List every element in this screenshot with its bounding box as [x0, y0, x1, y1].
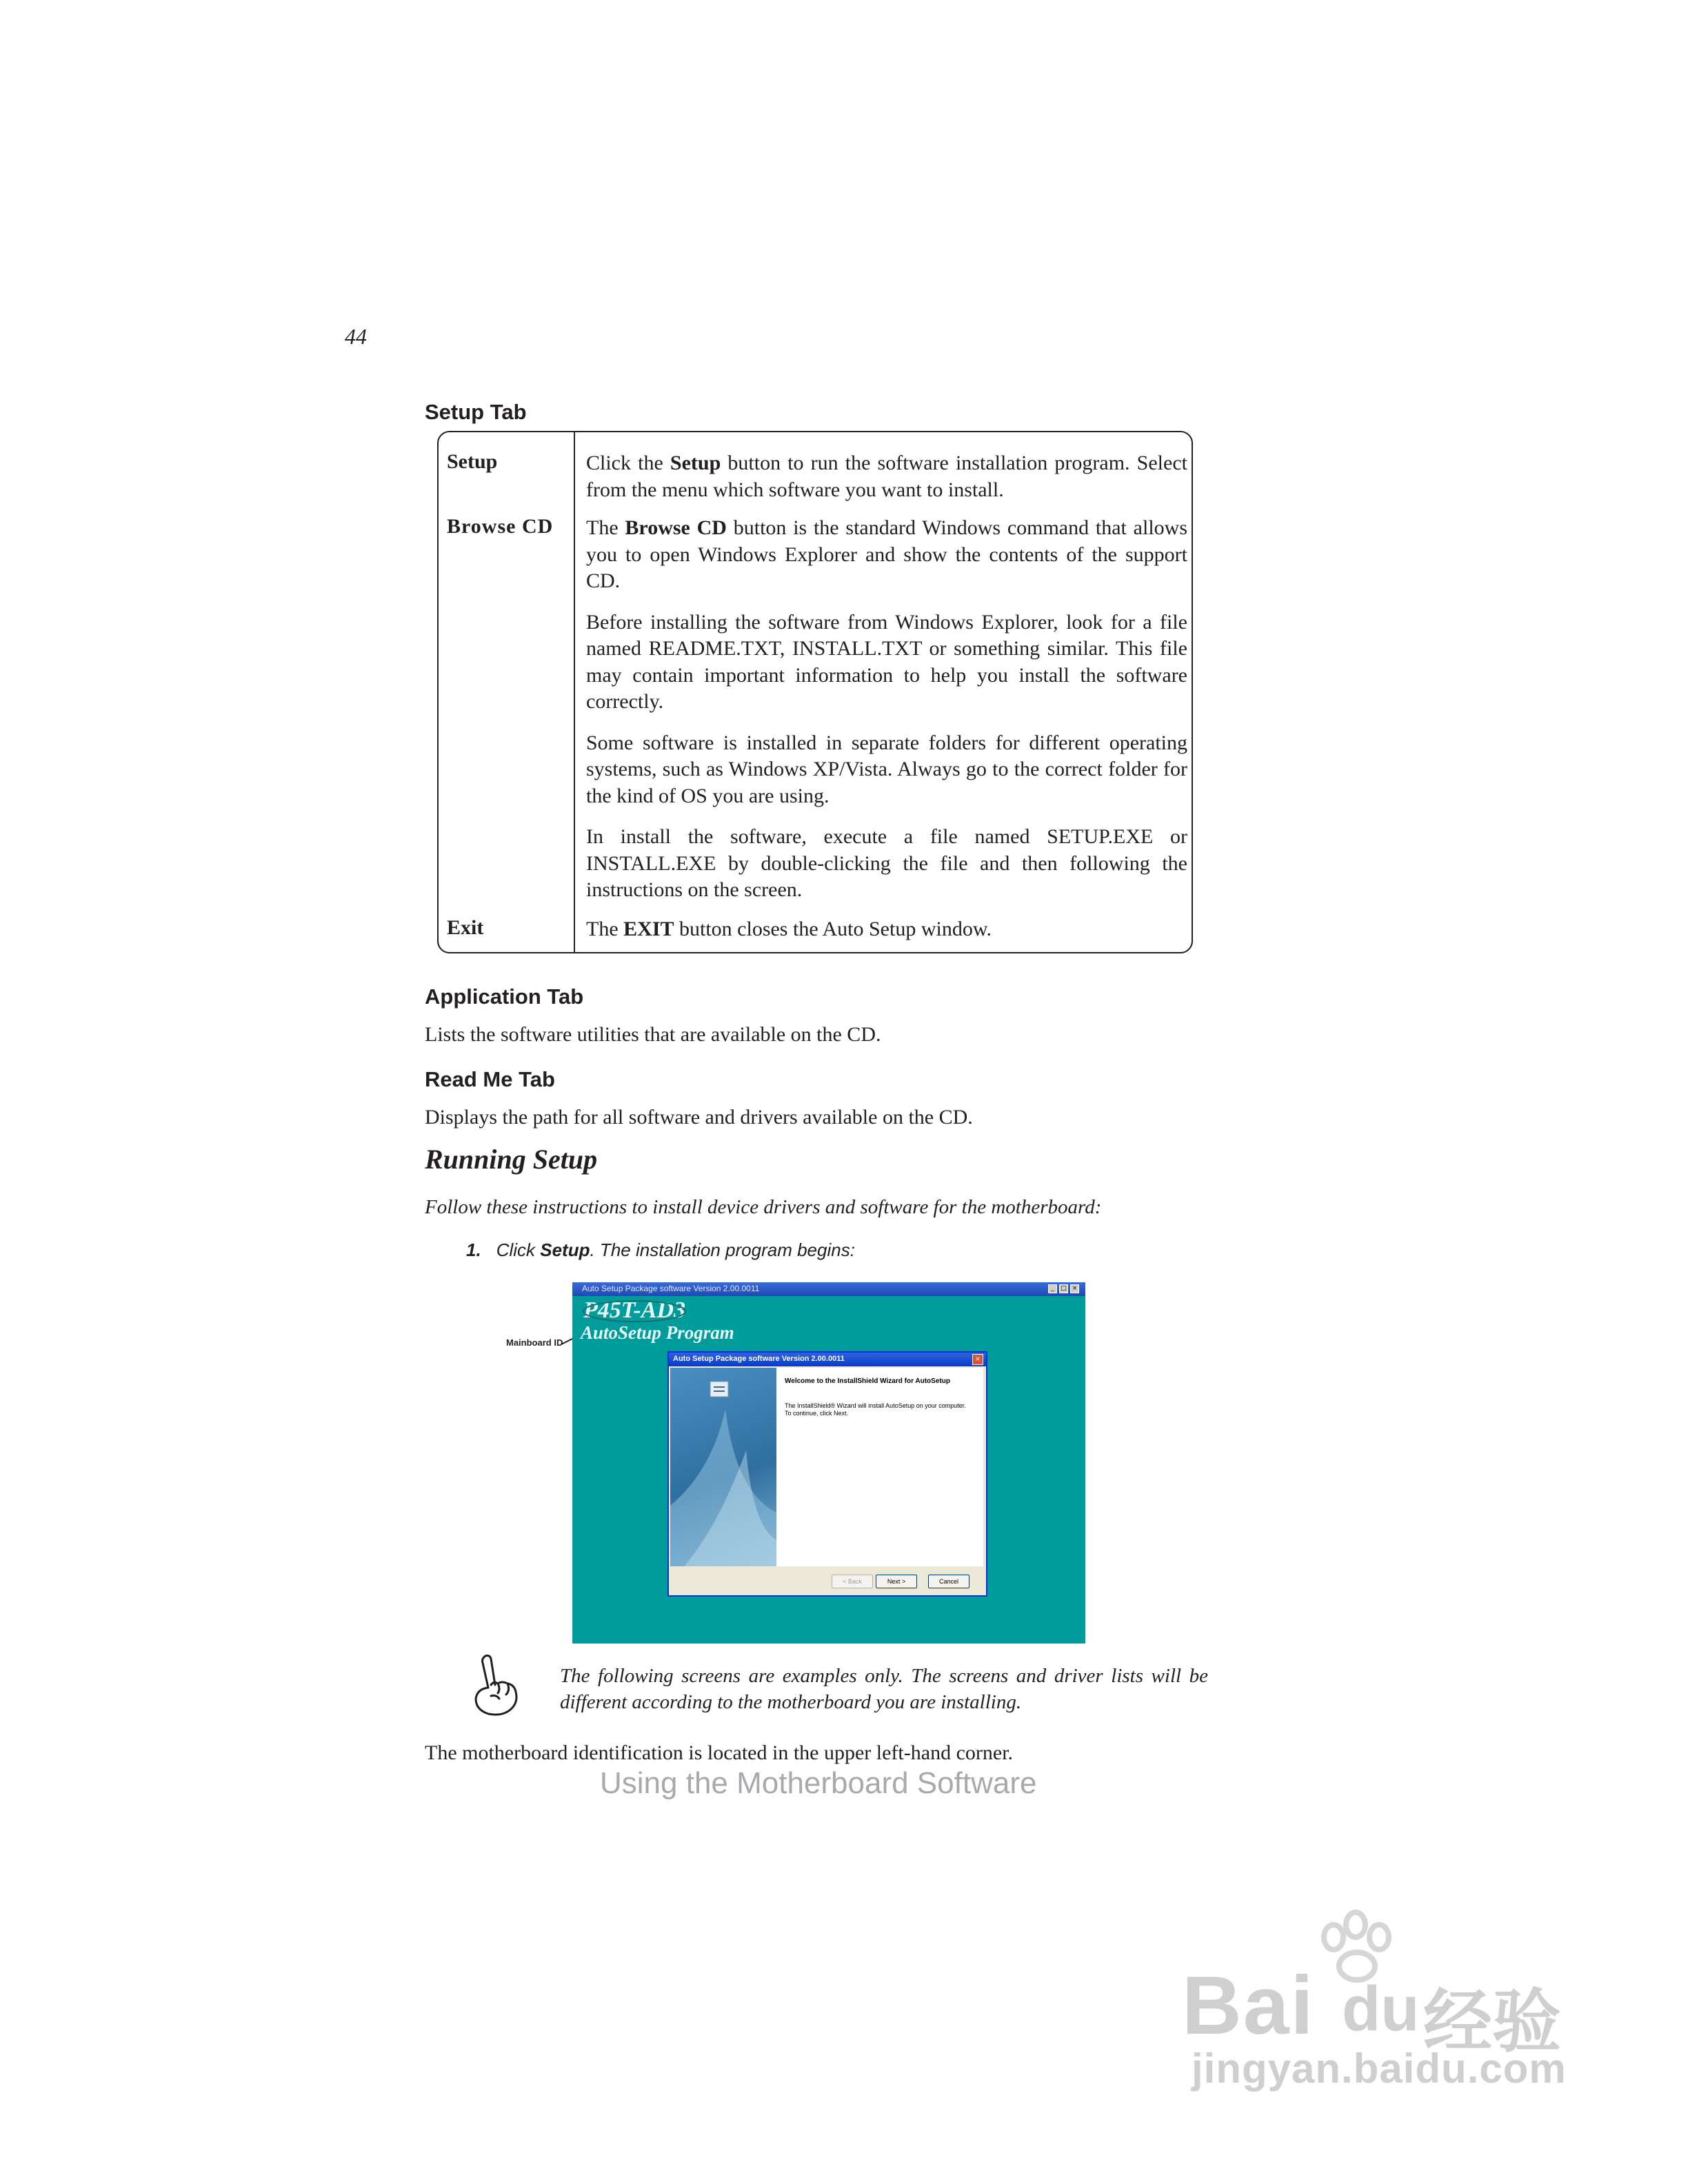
footer-title: Using the Motherboard Software — [600, 1766, 1037, 1800]
note-text: The following screens are examples only. The screens and driver lists will be different according to the motherboard you are installing. — [560, 1665, 1208, 1713]
dialog-content — [776, 1368, 983, 1566]
autosetup-screenshot — [572, 1282, 1085, 1644]
read-me-tab-text: Displays the path for all software and drivers available on the CD. — [425, 1106, 973, 1129]
running-setup-intro: Follow these instructions to install device drivers and software for the motherboard: — [425, 1196, 1102, 1218]
watermark-url: jingyan.baidu.com — [1192, 2045, 1567, 2092]
window-titlebar — [572, 1282, 1085, 1296]
watermark-brand: Bai — [1182, 1959, 1315, 2052]
mainboard-id-label: Mainboard ID — [506, 1337, 563, 1348]
step-number: 1. — [466, 1240, 481, 1260]
desc-setup: Click the Setup button to run the software installation program. Select from the menu which software you want to install. — [586, 452, 1187, 501]
cancel-button[interactable]: Cancel — [928, 1575, 969, 1588]
watermark-brand-du: du — [1342, 1974, 1420, 2044]
table-divider — [574, 432, 575, 952]
application-tab-text: Lists the software utilities that are available on the CD. — [425, 1023, 881, 1046]
watermark-cn: 经验 — [1423, 1981, 1561, 2062]
dialog-titlebar — [669, 1353, 986, 1366]
pointing-hand-icon — [470, 1653, 524, 1717]
page-number: 44 — [345, 324, 367, 349]
dialog-title: Auto Setup Package software Version 2.00.0011 — [673, 1355, 845, 1363]
window-title: Auto Setup Package software Version 2.00.0011 — [582, 1284, 760, 1293]
installshield-dialog — [667, 1351, 987, 1597]
read-me-tab-heading: Read Me Tab — [425, 1067, 555, 1091]
setup-tab-heading: Setup Tab — [425, 400, 527, 424]
setup-tab-table — [437, 431, 1193, 953]
desc-exit: The EXIT button closes the Auto Setup window. — [586, 918, 992, 940]
term-exit: Exit — [447, 916, 484, 939]
term-browse-cd: Browse CD — [447, 515, 554, 538]
dialog-close-icon[interactable]: × — [972, 1354, 983, 1365]
next-button[interactable]: Next > — [876, 1575, 917, 1588]
dialog-side-graphic — [670, 1368, 776, 1566]
board-name: P45T-AD3 — [583, 1297, 685, 1323]
closing-text: The motherboard identification is located in the upper left-hand corner. — [425, 1741, 1014, 1764]
program-name: AutoSetup Program — [581, 1322, 734, 1343]
running-setup-heading: Running Setup — [425, 1144, 598, 1175]
welcome-body: The InstallShield® Wizard will install AutoSetup on your computer. To continue, click Next. — [785, 1402, 966, 1417]
board-name-oval — [581, 1297, 691, 1325]
desc-browse-cd: The Browse CD button is the standard Windows command that allows you to open Windows Explorer and show the contents of the support CD. Before installing the software from Windows Explorer, look for a file named README.TXT, INSTALL.TXT or something similar. This file may contain important information to help you install the software correctly. Some software is installed in separate folders for different operating systems, such as Windows XP/Vista. Always go to the correct folder for the kind of OS you are using. In install the software, execute a file named SETUP.EXE or INSTALL.EXE by double-clicking the file and then following the instructions on the screen. — [586, 516, 1187, 901]
welcome-title: Welcome to the InstallShield Wizard for AutoSetup — [785, 1377, 950, 1385]
baidu-watermark — [1182, 1910, 1596, 2096]
application-tab-heading: Application Tab — [425, 984, 584, 1009]
back-button[interactable]: < Back — [832, 1575, 873, 1588]
step-1: 1. Click Setup. The installation program begins: — [466, 1240, 855, 1260]
maximize-icon[interactable]: □ — [1059, 1284, 1068, 1293]
term-setup: Setup — [447, 450, 498, 473]
close-icon[interactable]: × — [1070, 1284, 1079, 1293]
minimize-icon[interactable]: _ — [1048, 1284, 1057, 1293]
